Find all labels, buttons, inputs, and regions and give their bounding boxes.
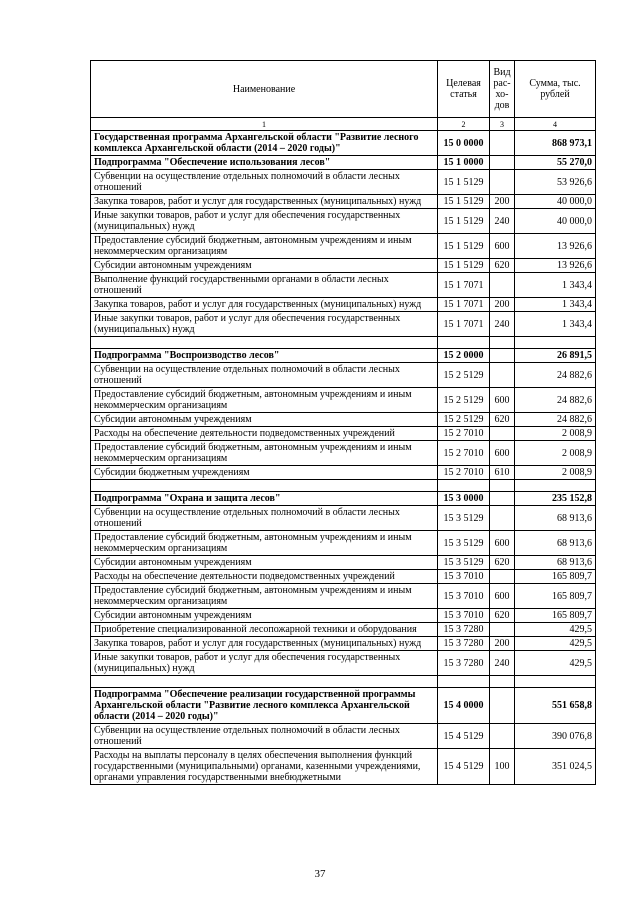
vid-cell: 200 — [490, 298, 515, 312]
table-row — [91, 651, 596, 676]
table-row — [91, 209, 596, 234]
name-cell: Подпрограмма "Воспроизводство лесов" — [91, 349, 438, 363]
sum-cell: 40 000,0 — [515, 209, 596, 234]
program-row — [91, 131, 596, 156]
table-row — [91, 749, 596, 785]
name-cell: Приобретение специализированной лесопожарной техники и оборудования — [91, 623, 438, 637]
program-row — [91, 688, 596, 724]
table-row — [91, 234, 596, 259]
name-cell: Предоставление субсидий бюджетным, автономным учреждениям и иным некоммерческим организациям — [91, 531, 438, 556]
column-number: 3 — [490, 118, 515, 131]
table-row — [91, 312, 596, 337]
name-cell: Иные закупки товаров, работ и услуг для обеспечения государственных (муниципальных) нужд — [91, 651, 438, 676]
header-name: Наименование — [91, 61, 438, 118]
vid-cell — [490, 349, 515, 363]
sum-cell: 24 882,6 — [515, 363, 596, 388]
table-row — [91, 273, 596, 298]
code-cell: 15 4 0000 — [438, 688, 490, 724]
name-cell: Субсидии автономным учреждениям — [91, 259, 438, 273]
code-cell: 15 1 5129 — [438, 259, 490, 273]
column-number: 1 — [91, 118, 438, 131]
code-cell: 15 0 0000 — [438, 131, 490, 156]
code-cell: 15 3 7010 — [438, 570, 490, 584]
code-cell: 15 1 7071 — [438, 298, 490, 312]
table-spacer-row — [91, 480, 596, 492]
program-row — [91, 156, 596, 170]
table-body — [91, 131, 596, 785]
name-cell: Выполнение функций государственными органами в области лесных отношений — [91, 273, 438, 298]
sum-cell: 13 926,6 — [515, 234, 596, 259]
page-number: 37 — [314, 868, 326, 880]
vid-cell: 240 — [490, 651, 515, 676]
sum-cell: 2 008,9 — [515, 466, 596, 480]
spacer-cell — [515, 676, 596, 688]
vid-cell — [490, 570, 515, 584]
spacer-cell — [490, 676, 515, 688]
vid-cell: 240 — [490, 312, 515, 337]
sum-cell: 165 809,7 — [515, 570, 596, 584]
code-cell: 15 1 0000 — [438, 156, 490, 170]
code-cell: 15 1 5129 — [438, 209, 490, 234]
code-cell: 15 1 5129 — [438, 170, 490, 195]
vid-cell — [490, 623, 515, 637]
column-number: 2 — [438, 118, 490, 131]
sum-cell: 53 926,6 — [515, 170, 596, 195]
name-cell: Подпрограмма "Обеспечение использования лесов" — [91, 156, 438, 170]
name-cell: Закупка товаров, работ и услуг для государственных (муниципальных) нужд — [91, 298, 438, 312]
code-cell: 15 3 7010 — [438, 609, 490, 623]
name-cell: Субсидии автономным учреждениям — [91, 413, 438, 427]
column-number: 4 — [515, 118, 596, 131]
vid-cell — [490, 363, 515, 388]
code-cell: 15 1 7071 — [438, 273, 490, 298]
vid-cell: 200 — [490, 195, 515, 209]
spacer-cell — [490, 480, 515, 492]
sum-cell: 1 343,4 — [515, 312, 596, 337]
sum-cell: 68 913,6 — [515, 506, 596, 531]
code-cell: 15 1 7071 — [438, 312, 490, 337]
table-row — [91, 363, 596, 388]
sum-cell: 26 891,5 — [515, 349, 596, 363]
vid-cell: 610 — [490, 466, 515, 480]
vid-cell — [490, 170, 515, 195]
name-cell: Расходы на выплаты персоналу в целях обеспечения выполнения функций государственными (муниципальными) органами, казенными учреждениями, органами управления государственными внебюджетными — [91, 749, 438, 785]
header-vid: Вид рас-хо-дов — [490, 61, 515, 118]
table-row — [91, 556, 596, 570]
table-spacer-row — [91, 676, 596, 688]
table-row — [91, 570, 596, 584]
sum-cell: 68 913,6 — [515, 531, 596, 556]
vid-cell: 600 — [490, 584, 515, 609]
name-cell: Закупка товаров, работ и услуг для государственных (муниципальных) нужд — [91, 637, 438, 651]
sum-cell: 24 882,6 — [515, 388, 596, 413]
vid-cell — [490, 492, 515, 506]
code-cell: 15 3 5129 — [438, 531, 490, 556]
spacer-cell — [438, 676, 490, 688]
table-row — [91, 388, 596, 413]
name-cell: Закупка товаров, работ и услуг для государственных (муниципальных) нужд — [91, 195, 438, 209]
table-row — [91, 441, 596, 466]
vid-cell: 240 — [490, 209, 515, 234]
table-row — [91, 623, 596, 637]
vid-cell — [490, 724, 515, 749]
sum-cell: 1 343,4 — [515, 273, 596, 298]
name-cell: Подпрограмма "Охрана и защита лесов" — [91, 492, 438, 506]
table-row — [91, 609, 596, 623]
code-cell: 15 3 7280 — [438, 651, 490, 676]
name-cell: Предоставление субсидий бюджетным, автономным учреждениям и иным некоммерческим организациям — [91, 388, 438, 413]
table-row — [91, 466, 596, 480]
vid-cell: 620 — [490, 413, 515, 427]
vid-cell — [490, 273, 515, 298]
sum-cell: 351 024,5 — [515, 749, 596, 785]
table-row — [91, 170, 596, 195]
sum-cell: 68 913,6 — [515, 556, 596, 570]
code-cell: 15 2 5129 — [438, 388, 490, 413]
sum-cell: 429,5 — [515, 637, 596, 651]
table-row — [91, 195, 596, 209]
program-row — [91, 349, 596, 363]
vid-cell — [490, 688, 515, 724]
code-cell: 15 3 5129 — [438, 556, 490, 570]
spacer-cell — [91, 676, 438, 688]
sum-cell: 390 076,8 — [515, 724, 596, 749]
sum-cell: 2 008,9 — [515, 427, 596, 441]
vid-cell: 620 — [490, 556, 515, 570]
name-cell: Субвенции на осуществление отдельных полномочий в области лесных отношений — [91, 170, 438, 195]
name-cell: Предоставление субсидий бюджетным, автономным учреждениям и иным некоммерческим организациям — [91, 441, 438, 466]
vid-cell: 100 — [490, 749, 515, 785]
vid-cell — [490, 131, 515, 156]
vid-cell: 620 — [490, 609, 515, 623]
spacer-cell — [438, 337, 490, 349]
code-cell: 15 3 0000 — [438, 492, 490, 506]
vid-cell — [490, 427, 515, 441]
code-cell: 15 3 7280 — [438, 623, 490, 637]
table-header-row — [91, 61, 596, 118]
code-cell: 15 3 7010 — [438, 584, 490, 609]
code-cell: 15 2 7010 — [438, 427, 490, 441]
name-cell: Расходы на обеспечение деятельности подведомственных учреждений — [91, 570, 438, 584]
code-cell: 15 2 5129 — [438, 363, 490, 388]
table-row — [91, 413, 596, 427]
name-cell: Иные закупки товаров, работ и услуг для обеспечения государственных (муниципальных) нужд — [91, 209, 438, 234]
sum-cell: 551 658,8 — [515, 688, 596, 724]
sum-cell: 429,5 — [515, 623, 596, 637]
vid-cell: 600 — [490, 441, 515, 466]
vid-cell: 600 — [490, 388, 515, 413]
vid-cell — [490, 506, 515, 531]
code-cell: 15 1 5129 — [438, 234, 490, 259]
spacer-cell — [91, 337, 438, 349]
header-sum: Сумма, тыс. рублей — [515, 61, 596, 118]
spacer-cell — [515, 480, 596, 492]
table-spacer-row — [91, 337, 596, 349]
sum-cell: 429,5 — [515, 651, 596, 676]
spacer-cell — [438, 480, 490, 492]
code-cell: 15 4 5129 — [438, 749, 490, 785]
program-row — [91, 492, 596, 506]
code-cell: 15 1 5129 — [438, 195, 490, 209]
code-cell: 15 3 7280 — [438, 637, 490, 651]
sum-cell: 235 152,8 — [515, 492, 596, 506]
name-cell: Расходы на обеспечение деятельности подведомственных учреждений — [91, 427, 438, 441]
vid-cell: 620 — [490, 259, 515, 273]
table-row — [91, 298, 596, 312]
budget-table — [90, 60, 596, 785]
name-cell: Субвенции на осуществление отдельных полномочий в области лесных отношений — [91, 724, 438, 749]
vid-cell: 600 — [490, 234, 515, 259]
sum-cell: 868 973,1 — [515, 131, 596, 156]
sum-cell: 165 809,7 — [515, 609, 596, 623]
table-row — [91, 506, 596, 531]
header-code: Целевая статья — [438, 61, 490, 118]
vid-cell: 200 — [490, 637, 515, 651]
sum-cell: 1 343,4 — [515, 298, 596, 312]
code-cell: 15 4 5129 — [438, 724, 490, 749]
spacer-cell — [91, 480, 438, 492]
sum-cell: 13 926,6 — [515, 259, 596, 273]
name-cell: Субвенции на осуществление отдельных полномочий в области лесных отношений — [91, 506, 438, 531]
code-cell: 15 2 0000 — [438, 349, 490, 363]
code-cell: 15 2 7010 — [438, 441, 490, 466]
name-cell: Подпрограмма "Обеспечение реализации государственной программы Архангельской области "Развитие лесного комплекса Архангельской области (2014 – 2020 годы)" — [91, 688, 438, 724]
spacer-cell — [490, 337, 515, 349]
code-cell: 15 2 5129 — [438, 413, 490, 427]
sum-cell: 55 270,0 — [515, 156, 596, 170]
name-cell: Субвенции на осуществление отдельных полномочий в области лесных отношений — [91, 363, 438, 388]
name-cell: Предоставление субсидий бюджетным, автономным учреждениям и иным некоммерческим организациям — [91, 234, 438, 259]
sum-cell: 165 809,7 — [515, 584, 596, 609]
name-cell: Предоставление субсидий бюджетным, автономным учреждениям и иным некоммерческим организациям — [91, 584, 438, 609]
sum-cell: 2 008,9 — [515, 441, 596, 466]
sum-cell: 40 000,0 — [515, 195, 596, 209]
vid-cell: 600 — [490, 531, 515, 556]
spacer-cell — [515, 337, 596, 349]
name-cell: Субсидии бюджетным учреждениям — [91, 466, 438, 480]
name-cell: Субсидии автономным учреждениям — [91, 556, 438, 570]
name-cell: Государственная программа Архангельской области "Развитие лесного комплекса Архангельской области (2014 – 2020 годы)" — [91, 131, 438, 156]
name-cell: Иные закупки товаров, работ и услуг для обеспечения государственных (муниципальных) нужд — [91, 312, 438, 337]
table-row — [91, 584, 596, 609]
table-row — [91, 427, 596, 441]
code-cell: 15 3 5129 — [438, 506, 490, 531]
table-row — [91, 724, 596, 749]
table-row — [91, 637, 596, 651]
vid-cell — [490, 156, 515, 170]
sum-cell: 24 882,6 — [515, 413, 596, 427]
column-number-row — [91, 118, 596, 131]
table-row — [91, 531, 596, 556]
name-cell: Субсидии автономным учреждениям — [91, 609, 438, 623]
table-row — [91, 259, 596, 273]
code-cell: 15 2 7010 — [438, 466, 490, 480]
